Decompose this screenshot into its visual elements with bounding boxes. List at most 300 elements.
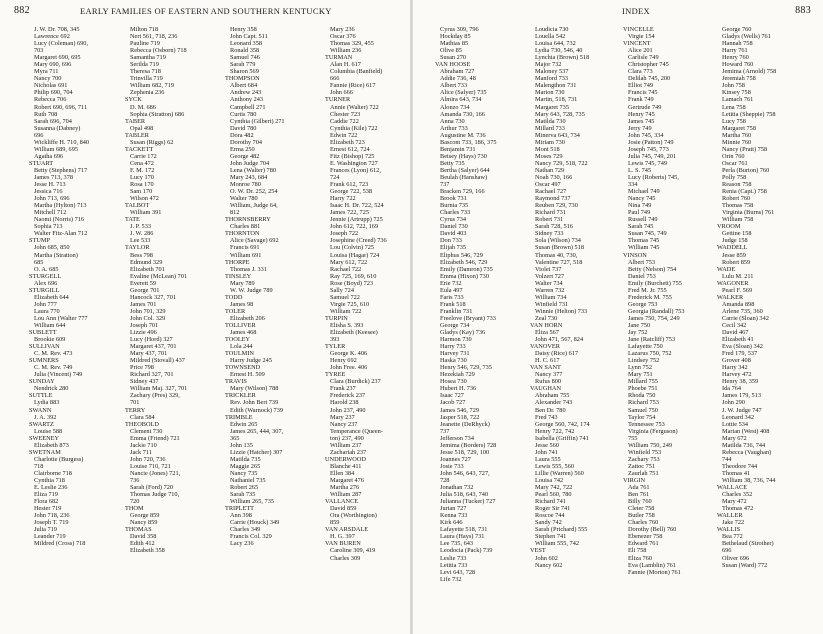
index-entry: Columbia (Banfield): [330, 68, 383, 76]
index-entry: Sarah (Ford) 720: [130, 484, 174, 492]
index-entry: Billy 760: [628, 498, 652, 506]
surname-heading: TOLLIVER: [225, 321, 256, 329]
index-entry: John 685, 850: [34, 244, 70, 252]
index-entry: Pauline 719: [130, 40, 160, 48]
index-entry: Erma 250: [230, 145, 255, 153]
index-entry: Arlene 735, 360: [722, 307, 763, 315]
index-entry: Alonzo 734: [440, 103, 470, 111]
index-entry: Minnie 760: [722, 138, 752, 146]
index-entry: Amanda 898: [722, 300, 755, 308]
index-entry: Elizabeth 873: [34, 441, 69, 449]
index-entry: Nancy 602: [535, 561, 563, 569]
index-entry: William, Judge 64,: [230, 202, 278, 210]
index-entry: Lucy (Coleman) 690,: [34, 40, 89, 48]
index-entry: Lafayette 518, 731: [440, 526, 488, 534]
surname-heading: SUBLETT: [29, 329, 57, 337]
surname-heading: VIRGIN: [623, 477, 646, 484]
index-entry: Christopher 745: [628, 61, 669, 69]
index-entry: Julianna (Tucker) 727: [440, 498, 496, 506]
surname-heading: SWARTZ: [29, 420, 54, 428]
index-entry: Zachary (Pres) 329,: [130, 392, 180, 400]
surname-heading: WAGONER: [717, 279, 749, 287]
index-entry: Fitz (Bishop) 725: [330, 152, 375, 160]
index-entry: Thomas 745: [628, 237, 660, 245]
index-entry: Oscar 497: [535, 181, 561, 189]
index-entry: Abraham 727: [440, 68, 475, 76]
index-entry: Rachael 727: [535, 188, 567, 196]
index-entry: Thomas Judge 710,: [130, 491, 180, 499]
index-entry: John Capt. 511: [230, 33, 268, 41]
index-entry: Jane (Ratcliff) 753: [628, 336, 676, 344]
index-entry: Rosa 170: [130, 181, 154, 189]
index-entry: Isabella (Griffin) 741: [535, 434, 589, 442]
index-entry: Erie 732: [440, 279, 462, 287]
index-entry: Mildred (Stovall) 437: [130, 357, 185, 365]
surname-heading: THORNSBERRY: [225, 216, 271, 224]
index-entry: Ronald 358: [230, 47, 260, 55]
index-entry: Lena 758: [722, 103, 746, 111]
index-entry: Louise 710, 721: [130, 462, 171, 470]
index-entry: Leonard 342: [722, 413, 754, 421]
surname-heading: TAYLOR: [125, 244, 150, 252]
index-entry: 696: [34, 131, 44, 139]
index-entry: Lynn 752: [628, 364, 652, 372]
index-entry: Martha 760: [722, 131, 752, 139]
index-entry: Freelove (Bryant) 733: [440, 314, 496, 322]
index-entry: Francis Col. 329: [230, 533, 272, 541]
index-entry: O. W. Dr. 252, 254: [230, 188, 278, 196]
index-entry: Lynchia (Brown) 518: [535, 54, 590, 62]
surname-heading: TOULMIN: [225, 350, 254, 358]
index-entry: Matilda 730: [535, 117, 566, 125]
index-entry: Lou (Colvin) 725: [330, 244, 375, 252]
index-entry: Elizabeth 206: [230, 314, 265, 322]
index-entry: William 745: [628, 244, 660, 252]
index-entry: Margaret 690, 695: [34, 54, 81, 62]
index-entry: Eliza 760: [628, 554, 652, 562]
index-entry: Frank 749: [628, 96, 654, 104]
surname-heading: WADDELL: [717, 244, 748, 252]
index-entry: James 701: [130, 300, 157, 308]
index-entry: Eli 758: [628, 547, 647, 555]
index-entry: Harold 238: [330, 399, 359, 407]
index-entry: George 482: [230, 152, 260, 160]
index-entry: Russell 749: [628, 216, 658, 224]
surname-heading: THOMPSON: [225, 75, 260, 83]
index-entry: Sophia (Stratton) 686: [130, 110, 185, 118]
index-entry: Nancy 859: [130, 519, 158, 527]
index-entry: David 859: [330, 505, 357, 513]
index-entry: Walter Fitz-Alan 712: [34, 230, 88, 238]
surname-heading: TABER: [125, 117, 146, 125]
index-entry: J. W. 286: [130, 230, 154, 238]
index-entry: Susan (Riggs) 62: [130, 138, 174, 146]
index-entry: Louisa 742: [535, 477, 564, 484]
index-entry: Charles 733: [440, 209, 471, 217]
index-entry: Phoebe 751: [628, 385, 658, 393]
index-entry: Mary 742, 722: [535, 484, 573, 492]
surname-heading: TERRY: [125, 406, 146, 414]
surname-heading: TATE: [125, 216, 140, 224]
surname-heading: TRIMBLE: [225, 413, 253, 421]
surname-heading: TOOLEY: [225, 336, 251, 344]
index-entry: Margaret 476: [330, 477, 364, 484]
surname-heading: THORNTON: [225, 230, 260, 238]
index-entry: John 741: [535, 448, 558, 456]
index-entry: Naomi (Norris) 716: [34, 216, 85, 224]
index-entry: E. Leslie 236: [34, 484, 68, 492]
index-entry: Life 732: [440, 575, 462, 583]
index-entry: Emily (Damron) 735: [440, 265, 493, 273]
index-entry: Nancy 745: [628, 195, 656, 203]
index-entry: Jesse H. 713: [34, 181, 66, 189]
index-entry: Samuel 722: [330, 293, 360, 301]
index-entry: Nathaniel 735: [230, 477, 266, 484]
index-entry: Lacy 236: [230, 540, 254, 548]
index-entry: Thomas J. 331: [230, 265, 267, 273]
index-entry: Lola 244: [230, 343, 253, 351]
index-entry: Edith (Warnock) 739: [230, 406, 284, 414]
index-entry: Elizabeth 723: [330, 138, 365, 146]
index-entry: Jennie (Artrupp) 725: [330, 216, 383, 224]
index-entry: F. M. 172: [130, 166, 155, 174]
index-entry: Joannes 727: [440, 455, 471, 463]
index-entry: Manford 733: [535, 75, 569, 83]
index-entry: Reuben 729, 730: [535, 202, 578, 210]
index-entry: Sarah 735: [230, 491, 256, 499]
index-entry: Olive 85: [440, 47, 462, 55]
index-entry: Alex 696: [34, 279, 58, 287]
index-entry: John 701, 329: [130, 307, 166, 315]
index-entry: Ebenezer 758: [628, 533, 663, 541]
index-entry: Clairborne 718: [34, 469, 72, 477]
index-entry: Julia (Vincent) 749: [34, 371, 83, 379]
index-entry: Opal 498: [130, 124, 154, 132]
index-entry: Carlisle 749: [628, 54, 659, 62]
index-entry: Albert 753: [628, 258, 656, 266]
index-entry: Mary 437, 701: [130, 350, 168, 358]
index-entry: William 644: [34, 321, 66, 329]
index-entry: Thomas 472: [722, 505, 754, 513]
index-entry: Emma (Hixon) 730: [440, 272, 489, 280]
surname-heading: THEOBOLD: [125, 420, 159, 428]
index-entry: 724: [330, 173, 340, 181]
index-entry: Jake 722: [722, 519, 745, 527]
index-entry: Mary 243, 684: [230, 173, 268, 181]
index-entry: Thomas 329, 455: [330, 40, 374, 48]
index-entry: Georgia (Randall) 753: [628, 307, 685, 315]
index-entry: Eva (Sloan) 342: [722, 343, 763, 351]
surname-heading: VROOM: [717, 223, 741, 231]
index-entry: Hester 719: [34, 505, 62, 513]
index-entry: Rebecca 706: [34, 96, 67, 104]
index-entry: Fannie (Rice) 617: [330, 82, 376, 90]
index-entry: George 760: [722, 26, 752, 33]
index-entry: Gladys (Kay) 736: [440, 329, 486, 337]
index-column-4: [325, 26, 395, 562]
index-entry: Harry 733: [440, 343, 466, 351]
index-entry: Moses 729: [535, 152, 563, 160]
index-entry: Hezekiah 729: [440, 371, 475, 379]
index-entry: Lazarus 750, 752: [628, 350, 672, 358]
index-entry: Thomas 41: [722, 469, 751, 477]
index-entry: H. G. 397: [330, 533, 355, 541]
index-entry: Wilson 472: [130, 195, 159, 203]
index-entry: David 780: [230, 124, 257, 132]
index-entry: L. S. 745: [628, 166, 652, 174]
index-entry: William Maj. 327, 701: [130, 385, 188, 393]
index-entry: William 265, 735: [230, 498, 274, 506]
surname-heading: VALLANCE: [325, 498, 359, 506]
index-entry: Harry 722: [330, 195, 356, 203]
index-entry: Frederick M. 755: [628, 293, 672, 301]
index-entry: Warren 732: [535, 286, 565, 294]
index-entry: Louisa (Hagar) 724: [330, 251, 380, 259]
surname-heading: VINCENT: [623, 40, 651, 48]
index-entry: Rufus 800: [535, 378, 562, 386]
index-entry: Clara (Burdick) 237: [330, 378, 381, 386]
surname-heading: TALBOT: [125, 202, 150, 210]
index-entry: Richard 327, 701: [130, 371, 174, 379]
surname-heading: TRAVIS: [225, 378, 247, 386]
index-entry: John 135: [230, 441, 253, 449]
index-entry: Lucy 758: [722, 117, 746, 125]
surname-heading: VINSON: [623, 251, 647, 259]
index-entry: John 546, 643, 727,: [440, 469, 490, 477]
index-entry: Louise 588: [34, 427, 63, 435]
index-entry: Lee 533: [130, 237, 151, 245]
index-entry: James 745: [628, 117, 655, 125]
index-entry: Daisy (Rice) 617: [535, 350, 579, 358]
index-entry: Butler 758: [628, 512, 655, 520]
index-entry: Caddie 722: [330, 117, 359, 125]
surname-heading: TINSLEY: [225, 272, 252, 280]
index-entry: William 682, 719: [130, 82, 174, 90]
index-entry: John 471, 567, 824: [535, 336, 584, 344]
index-entry: Martha (Hylton) 713: [34, 202, 87, 210]
surname-heading: VAN HORN: [530, 321, 563, 329]
index-entry: Frank 518: [440, 300, 466, 308]
index-entry: Jessica 716: [34, 188, 63, 196]
index-entry: Mont 518: [535, 145, 560, 153]
index-entry: Price 798: [130, 364, 154, 372]
index-entry: Milton 718: [130, 26, 159, 33]
index-entry: Lydia 730, 546, 40: [535, 47, 583, 55]
index-entry: Oliver 696: [722, 554, 750, 562]
surname-heading: SUMNERS: [29, 357, 59, 365]
index-entry: Elijah 735: [440, 244, 467, 252]
index-entry: Rev. John Bert 739: [230, 399, 279, 407]
index-entry: Mary (Wilson) 788: [230, 385, 279, 393]
index-entry: Hancock 327, 701: [130, 293, 176, 301]
index-entry: H. C. 617: [535, 357, 560, 365]
index-entry: Nancy 729, 518, 722: [535, 159, 588, 167]
index-entry: Robert 760: [722, 195, 751, 203]
index-entry: Mary 672: [722, 434, 747, 442]
index-entry: Levi 643, 728: [440, 568, 476, 576]
index-entry: 755: [628, 434, 638, 442]
index-entry: Dora 482: [230, 131, 254, 139]
index-entry: Matilda 736, 744: [722, 441, 766, 449]
index-entry: Edwin 265: [230, 420, 258, 428]
index-entry: J. W. Dr. 708, 345: [34, 26, 80, 33]
index-entry: Walter 780: [230, 195, 258, 203]
index-entry: Almira 643, 734: [440, 96, 482, 104]
index-entry: Sidney 733: [535, 230, 564, 238]
index-entry: Hosea 730: [440, 378, 467, 386]
index-entry: Maloney 537: [535, 68, 569, 76]
index-entry: Henry 722, 742: [535, 427, 575, 435]
left-running-title: EARLY FAMILIES OF EASTERN AND SOUTHERN KENTUCKY: [80, 6, 332, 16]
index-entry: Anna 730: [440, 117, 465, 125]
index-entry: 812: [230, 209, 240, 217]
index-entry: Ben 761: [628, 491, 650, 499]
index-entry: Betty 735: [440, 159, 465, 167]
index-entry: Clement 730: [130, 427, 163, 435]
index-entry: William 237: [330, 441, 362, 449]
index-entry: 701: [130, 399, 140, 407]
index-entry: Edmund 329: [130, 258, 163, 266]
index-entry: Mary 789: [230, 279, 255, 287]
index-entry: Samuel 746: [230, 54, 260, 62]
index-entry: John 718, 236: [34, 512, 70, 520]
index-entry: Lena (Walter) 780: [230, 166, 276, 174]
index-entry: Sarah 728, 516: [535, 223, 573, 231]
surname-heading: TYLER: [325, 343, 346, 351]
index-entry: John Col. 329: [130, 314, 166, 322]
index-entry: John 777: [34, 300, 57, 308]
index-entry: Sharon 569: [230, 68, 259, 76]
index-entry: Harry 342: [722, 364, 748, 372]
index-entry: 365: [230, 434, 240, 442]
index-entry: Nancy 377: [535, 371, 563, 379]
index-entry: Elizabeth 701: [130, 265, 165, 273]
index-entry: Martha (Stratton): [34, 251, 78, 259]
index-entry: Charles 881: [230, 223, 261, 231]
surname-heading: SULLIVAN: [29, 343, 60, 351]
index-entry: Samuel 750: [628, 406, 658, 414]
index-entry: E. Washington 727: [330, 159, 378, 167]
index-entry: Isaac H. Dr. 722, 524: [330, 202, 384, 210]
index-entry: Winfield 731: [535, 300, 569, 308]
surname-heading: STURGELL: [29, 272, 62, 280]
index-entry: Joseph T. 719: [34, 519, 69, 527]
index-entry: David 467: [722, 329, 749, 337]
index-column-3: [225, 26, 295, 547]
index-entry: 728: [440, 477, 450, 484]
left-page-number: 882: [14, 5, 30, 16]
index-entry: Loudicia 730: [535, 26, 569, 33]
index-entry: Mildred (Cross) 718: [34, 540, 86, 548]
index-entry: Mary 472: [722, 498, 747, 506]
index-entry: Cecil 342: [722, 321, 747, 329]
index-entry: Jesse 560: [535, 441, 559, 449]
index-entry: Theodore 744: [722, 462, 758, 470]
index-entry: Winfield 753: [628, 448, 662, 456]
index-entry: Carrie (Sloan) 342: [722, 314, 769, 322]
index-entry: Louella 542: [535, 33, 566, 41]
book-gutter: [410, 0, 413, 634]
index-entry: Frank 612, 723: [330, 181, 369, 189]
index-entry: Hockday 85: [440, 33, 471, 41]
index-entry: Fred M. Jr. 755: [628, 286, 667, 294]
index-entry: Nancy 700: [34, 75, 62, 83]
index-entry: Julia 518, 643, 740: [440, 491, 489, 499]
surname-heading: WALKER: [717, 293, 744, 301]
index-entry: Mary 612, 722: [330, 258, 368, 266]
index-entry: John Free. 406: [330, 364, 368, 372]
index-entry: Alan H. 617: [330, 61, 361, 69]
index-entry: Jeremiah 758: [722, 75, 756, 83]
index-entry: Chester 723: [330, 110, 361, 118]
surname-heading: TURPIN: [325, 314, 348, 322]
index-entry: Franklin 731: [440, 307, 473, 315]
index-entry: Bertha (Salyer) 644: [440, 166, 490, 174]
index-entry: Ora (Worthington): [330, 512, 377, 520]
index-entry: Frederick 237: [330, 392, 366, 400]
index-entry: William 555, 742: [535, 540, 579, 548]
index-column-5: [435, 26, 505, 583]
index-entry: Jacob 727: [440, 399, 466, 407]
index-entry: Noah 730, 166: [535, 173, 573, 181]
index-entry: Ada 761: [628, 484, 650, 492]
index-entry: Jesse 859: [722, 251, 746, 259]
surname-heading: TURNER: [325, 96, 351, 104]
index-entry: John 745, 334: [628, 131, 664, 139]
index-entry: Francis 691: [230, 244, 260, 252]
index-entry: Dorothy 704: [230, 138, 263, 146]
index-entry: James 179, 513: [722, 392, 762, 400]
index-entry: Virgie 154: [628, 33, 655, 41]
surname-heading: SWANN: [29, 406, 52, 414]
index-entry: Flora 682: [34, 498, 59, 506]
index-entry: Lamach 761: [722, 96, 754, 104]
index-entry: Sarah 779: [230, 61, 256, 69]
index-entry: Everett 59: [130, 279, 157, 287]
index-entry: Lou Ann (Walter 777: [34, 314, 88, 322]
index-entry: Sam 170: [130, 188, 153, 196]
index-entry: David 358: [130, 533, 157, 541]
surname-heading: THOMAS: [125, 526, 152, 534]
index-entry: Zeal 730: [535, 314, 558, 322]
index-entry: Sarah 696, 704: [34, 117, 72, 125]
index-entry: 736: [130, 477, 140, 484]
index-entry: Violet 737: [535, 265, 562, 273]
index-entry: Margaret 735: [535, 103, 569, 111]
index-column-6: [530, 26, 600, 569]
index-entry: William 722: [330, 307, 362, 315]
index-entry: Nathan 729: [535, 166, 565, 174]
index-entry: Elizabeth (Keesee): [330, 329, 378, 337]
index-entry: Lucy 170: [130, 173, 154, 181]
index-entry: Susan 745, 749: [628, 230, 667, 238]
surname-heading: TYREE: [325, 371, 346, 379]
index-entry: Nancy (Pratt) 758: [722, 145, 768, 153]
index-entry: Cynthia 718: [34, 477, 65, 484]
index-entry: Joseph 745, 773: [628, 145, 669, 153]
index-entry: Annie (Walter) 722: [330, 103, 379, 111]
index-entry: Lewis 745, 749: [628, 159, 668, 167]
index-entry: Rebecca (Osborn) 718: [130, 47, 187, 55]
index-entry: Oscar 761: [722, 159, 748, 167]
index-entry: Emma (Friend) 721: [130, 434, 180, 442]
index-entry: Monroe 780: [230, 181, 261, 189]
index-entry: Philip 690, 704: [34, 89, 73, 97]
index-entry: Howard 760: [722, 61, 754, 69]
index-entry: Arthur 733: [440, 124, 468, 132]
surname-heading: VEST: [530, 547, 546, 555]
index-entry: Major 732: [535, 61, 562, 69]
